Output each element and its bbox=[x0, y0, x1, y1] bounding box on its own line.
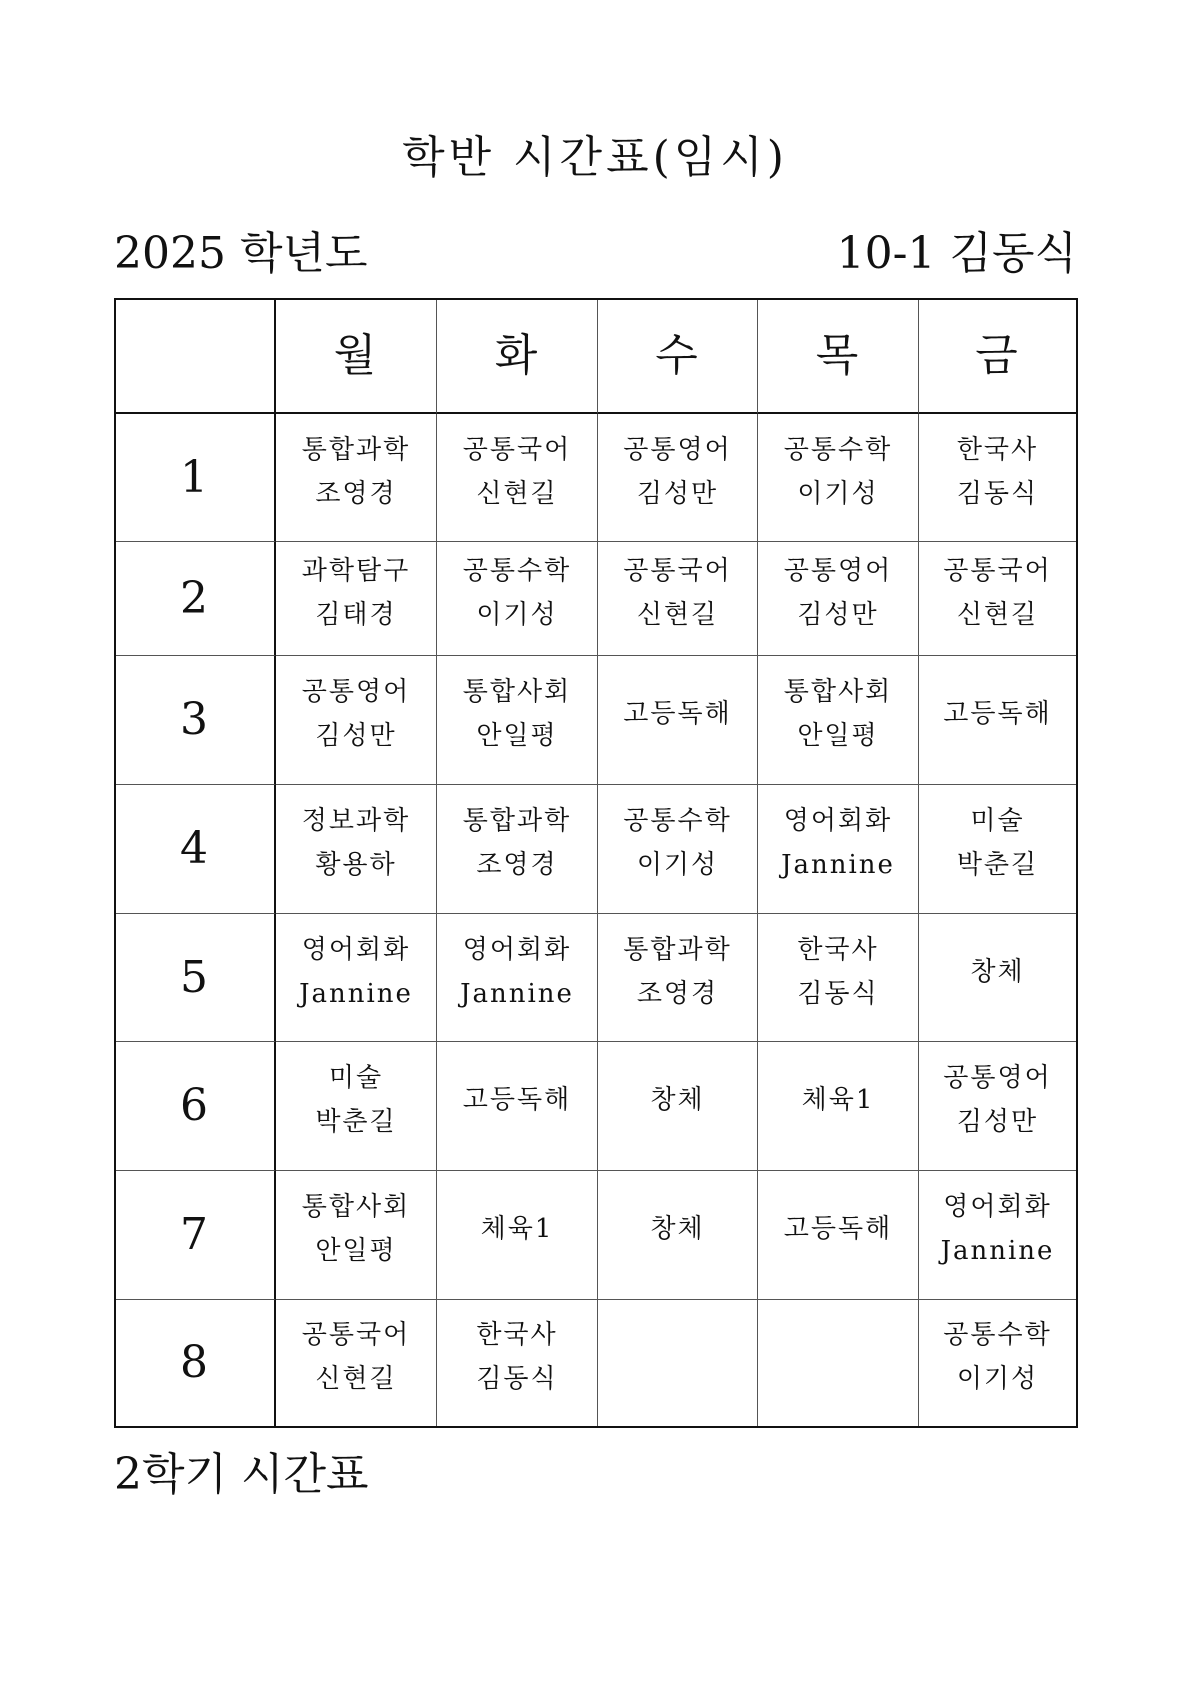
header-line bbox=[114, 224, 1077, 284]
subject-name: 미술 bbox=[970, 806, 1025, 836]
subject-name: 체육1 bbox=[801, 1085, 875, 1115]
subject-name: 공통영어 bbox=[943, 1063, 1052, 1093]
timetable-cell bbox=[437, 414, 598, 542]
timetable-cell bbox=[919, 914, 1076, 1042]
day-header-1: 월 bbox=[276, 300, 437, 414]
timetable-cell bbox=[437, 1171, 598, 1300]
timetable-cell bbox=[598, 414, 758, 542]
period-number: 7 bbox=[116, 1171, 276, 1300]
period-number: 2 bbox=[116, 542, 276, 656]
teacher-name: 김동식 bbox=[476, 1364, 558, 1394]
teacher-name: 박춘길 bbox=[956, 850, 1039, 880]
subject-name: 공통국어 bbox=[462, 434, 572, 465]
teacher-name: 신현길 bbox=[315, 1364, 397, 1394]
academic-year: 2025 학년도 bbox=[114, 228, 368, 279]
timetable-cell bbox=[437, 656, 598, 785]
subject-name: 통합과학 bbox=[301, 434, 411, 465]
subject-name: 고등독해 bbox=[783, 1214, 893, 1244]
timetable-cell bbox=[598, 785, 758, 914]
teacher-name: 김동식 bbox=[956, 478, 1039, 509]
subject-name: 정보과학 bbox=[301, 806, 411, 836]
class-and-homeroom-teacher: 10-1 김동식 bbox=[836, 228, 1077, 279]
subject-name: 공통수학 bbox=[943, 1320, 1052, 1350]
timetable-cell bbox=[276, 656, 437, 785]
timetable-cell bbox=[276, 1042, 437, 1171]
subject-name: 영어회화 bbox=[943, 1192, 1052, 1222]
subject-name: 통합사회 bbox=[783, 677, 893, 707]
page-title: 학반 시간표(임시) bbox=[402, 132, 788, 183]
subject-name: 과학탐구 bbox=[301, 555, 411, 586]
teacher-name: 김성만 bbox=[315, 721, 397, 751]
timetable-cell bbox=[276, 542, 437, 656]
teacher-name: 이기성 bbox=[956, 1364, 1039, 1394]
subject-name: 통합과학 bbox=[623, 934, 732, 965]
timetable-cell bbox=[758, 1042, 919, 1171]
timetable-cell bbox=[276, 1171, 437, 1300]
subject-name: 통합과학 bbox=[462, 806, 572, 836]
timetable-cell bbox=[919, 542, 1076, 656]
subject-name: 공통영어 bbox=[783, 555, 893, 586]
timetable-cell bbox=[437, 914, 598, 1042]
subject-name: 공통수학 bbox=[783, 434, 893, 465]
teacher-name: Jannine bbox=[940, 1236, 1055, 1266]
subject-name: 영어회화 bbox=[783, 806, 893, 836]
teacher-name: 조영경 bbox=[636, 978, 719, 1009]
teacher-name: 신현길 bbox=[956, 599, 1039, 630]
teacher-name: Jannine bbox=[781, 850, 895, 880]
period-number: 1 bbox=[116, 414, 276, 542]
timetable-cell bbox=[758, 542, 919, 656]
period-number: 4 bbox=[116, 785, 276, 914]
teacher-name: 안일평 bbox=[797, 721, 879, 751]
timetable-cell bbox=[919, 656, 1076, 785]
timetable-cell bbox=[919, 1300, 1076, 1426]
teacher-name: 황용하 bbox=[315, 850, 397, 880]
timetable-cell bbox=[919, 1042, 1076, 1171]
subject-name: 공통국어 bbox=[943, 555, 1052, 586]
teacher-name: Jannine bbox=[460, 978, 574, 1009]
subject-name: 미술 bbox=[328, 1063, 384, 1093]
teacher-name: 안일평 bbox=[315, 1236, 397, 1266]
teacher-name: 김성만 bbox=[636, 478, 719, 509]
teacher-name: 김성만 bbox=[797, 599, 879, 630]
subject-name: 영어회화 bbox=[462, 934, 572, 965]
teacher-name: 신현길 bbox=[476, 478, 558, 509]
subject-name: 공통국어 bbox=[301, 1320, 411, 1350]
subject-name: 창체 bbox=[650, 1214, 705, 1244]
timetable-cell bbox=[919, 785, 1076, 914]
day-header-2: 화 bbox=[437, 300, 598, 414]
period-number: 6 bbox=[116, 1042, 276, 1171]
subject-name: 창체 bbox=[650, 1085, 705, 1115]
teacher-name: 안일평 bbox=[476, 721, 558, 751]
subject-name: 한국사 bbox=[476, 1320, 558, 1350]
teacher-name: 이기성 bbox=[797, 478, 879, 509]
subject-name: 공통영어 bbox=[301, 677, 411, 707]
teacher-name: 김성만 bbox=[956, 1107, 1039, 1137]
period-number: 8 bbox=[116, 1300, 276, 1426]
timetable-cell bbox=[598, 542, 758, 656]
timetable-cell bbox=[437, 542, 598, 656]
timetable-cell bbox=[919, 414, 1076, 542]
teacher-name: 조영경 bbox=[315, 478, 397, 509]
teacher-name: 김동식 bbox=[797, 978, 879, 1009]
timetable-cell bbox=[758, 785, 919, 914]
timetable-cell bbox=[758, 1171, 919, 1300]
subject-name: 고등독해 bbox=[943, 699, 1052, 729]
teacher-name: 조영경 bbox=[476, 850, 558, 880]
subject-name: 통합사회 bbox=[462, 677, 572, 707]
semester-label: 2학기 시간표 bbox=[114, 1449, 369, 1500]
subject-name: 고등독해 bbox=[623, 699, 732, 729]
subject-name: 영어회화 bbox=[301, 934, 411, 965]
timetable-cell bbox=[919, 1171, 1076, 1300]
timetable-cell bbox=[437, 1300, 598, 1426]
timetable-cell bbox=[276, 785, 437, 914]
teacher-name: 이기성 bbox=[476, 599, 558, 630]
teacher-name: 신현길 bbox=[636, 599, 719, 630]
timetable-cell bbox=[276, 914, 437, 1042]
subject-name: 공통수학 bbox=[623, 806, 732, 836]
subject-name: 한국사 bbox=[797, 934, 879, 965]
timetable-cell bbox=[598, 656, 758, 785]
timetable-cell bbox=[276, 1300, 437, 1426]
timetable-cell bbox=[758, 414, 919, 542]
timetable-cell bbox=[276, 414, 437, 542]
timetable-cell bbox=[598, 1042, 758, 1171]
teacher-name: Jannine bbox=[299, 978, 413, 1009]
period-number: 3 bbox=[116, 656, 276, 785]
teacher-name: 이기성 bbox=[636, 850, 719, 880]
day-header-3: 수 bbox=[598, 300, 758, 414]
timetable-cell bbox=[598, 914, 758, 1042]
corner-cell bbox=[116, 300, 276, 414]
timetable-grid bbox=[114, 298, 1078, 1428]
timetable-cell bbox=[758, 914, 919, 1042]
day-header-4: 목 bbox=[758, 300, 919, 414]
timetable-cell bbox=[758, 1300, 919, 1426]
subject-name: 공통수학 bbox=[462, 555, 572, 586]
timetable-cell bbox=[598, 1171, 758, 1300]
teacher-name: 김태경 bbox=[315, 599, 397, 630]
teacher-name: 박춘길 bbox=[315, 1107, 397, 1137]
subject-name: 통합사회 bbox=[301, 1192, 411, 1222]
period-number: 5 bbox=[116, 914, 276, 1042]
day-header-5: 금 bbox=[919, 300, 1076, 414]
subject-name: 한국사 bbox=[956, 434, 1039, 465]
timetable-cell bbox=[437, 1042, 598, 1171]
timetable-cell bbox=[598, 1300, 758, 1426]
timetable-cell bbox=[758, 656, 919, 785]
subject-name: 체육1 bbox=[480, 1214, 554, 1244]
subject-name: 창체 bbox=[970, 956, 1025, 987]
subject-name: 고등독해 bbox=[462, 1085, 572, 1115]
subject-name: 공통국어 bbox=[623, 555, 732, 586]
subject-name: 공통영어 bbox=[623, 434, 732, 465]
timetable-cell bbox=[437, 785, 598, 914]
